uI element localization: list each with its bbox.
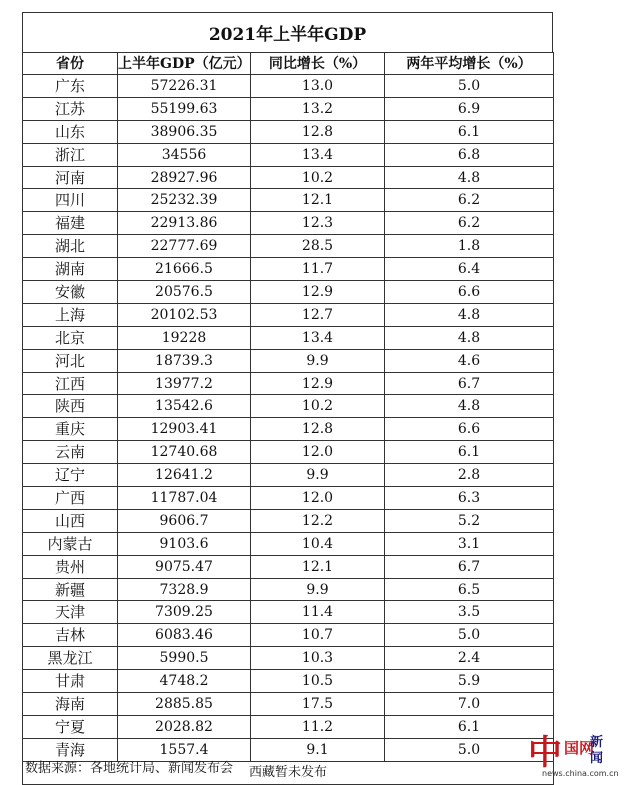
table-row <box>23 395 554 418</box>
cell-gdp: 22913.86 <box>118 212 251 235</box>
cell-yoy-growth: 10.7 <box>251 624 385 647</box>
cell-two-year-growth: 6.9 <box>385 97 554 120</box>
cell-two-year-growth: 3.1 <box>385 532 554 555</box>
cell-yoy-growth: 12.8 <box>251 418 385 441</box>
table-row <box>23 303 554 326</box>
cell-province: 新疆 <box>23 578 118 601</box>
cell-province: 甘肃 <box>23 670 118 693</box>
table-row <box>23 166 554 189</box>
cell-province: 北京 <box>23 326 118 349</box>
cell-province: 河北 <box>23 349 118 372</box>
data-source: 数据来源：各地统计局、新闻发布会 <box>25 761 234 776</box>
cell-yoy-growth: 12.1 <box>251 555 385 578</box>
cell-two-year-growth: 4.6 <box>385 349 554 372</box>
cell-gdp: 6083.46 <box>118 624 251 647</box>
table-row <box>23 281 554 304</box>
cell-gdp: 1557.4 <box>118 738 251 761</box>
cell-yoy-growth: 12.2 <box>251 509 385 532</box>
table-row <box>23 509 554 532</box>
cell-two-year-growth: 4.8 <box>385 166 554 189</box>
logo-xinwen: 新闻 <box>590 735 604 766</box>
cell-two-year-growth: 7.0 <box>385 693 554 716</box>
table-body <box>23 75 554 762</box>
cell-gdp: 7328.9 <box>118 578 251 601</box>
table-row <box>23 647 554 670</box>
cell-two-year-growth: 6.2 <box>385 189 554 212</box>
cell-province: 海南 <box>23 693 118 716</box>
table-row <box>23 601 554 624</box>
cell-province: 吉林 <box>23 624 118 647</box>
cell-yoy-growth: 12.0 <box>251 487 385 510</box>
cell-yoy-growth: 12.9 <box>251 372 385 395</box>
footer-note: 西藏暂未发布 <box>23 761 554 784</box>
cell-gdp: 12903.41 <box>118 418 251 441</box>
cell-gdp: 5990.5 <box>118 647 251 670</box>
cell-two-year-growth: 5.0 <box>385 738 554 761</box>
cell-gdp: 19228 <box>118 326 251 349</box>
cell-gdp: 2885.85 <box>118 693 251 716</box>
table-row <box>23 464 554 487</box>
cell-two-year-growth: 6.5 <box>385 578 554 601</box>
cell-gdp: 2028.82 <box>118 715 251 738</box>
cell-two-year-growth: 2.8 <box>385 464 554 487</box>
table-row <box>23 349 554 372</box>
cell-gdp: 21666.5 <box>118 258 251 281</box>
cell-two-year-growth: 5.0 <box>385 75 554 98</box>
table-row <box>23 441 554 464</box>
cell-two-year-growth: 3.5 <box>385 601 554 624</box>
cell-two-year-growth: 4.8 <box>385 395 554 418</box>
cell-province: 湖南 <box>23 258 118 281</box>
cell-yoy-growth: 11.4 <box>251 601 385 624</box>
cell-yoy-growth: 10.2 <box>251 166 385 189</box>
table-row <box>23 670 554 693</box>
cell-province: 江苏 <box>23 97 118 120</box>
cell-gdp: 55199.63 <box>118 97 251 120</box>
cell-two-year-growth: 6.7 <box>385 555 554 578</box>
cell-province: 宁夏 <box>23 715 118 738</box>
cell-yoy-growth: 13.0 <box>251 75 385 98</box>
cell-gdp: 7309.25 <box>118 601 251 624</box>
cell-gdp: 12740.68 <box>118 441 251 464</box>
cell-province: 陕西 <box>23 395 118 418</box>
cell-province: 四川 <box>23 189 118 212</box>
table-row <box>23 235 554 258</box>
cell-gdp: 38906.35 <box>118 120 251 143</box>
cell-yoy-growth: 13.4 <box>251 326 385 349</box>
cell-province: 上海 <box>23 303 118 326</box>
cell-two-year-growth: 4.8 <box>385 326 554 349</box>
cell-yoy-growth: 28.5 <box>251 235 385 258</box>
cell-yoy-growth: 10.3 <box>251 647 385 670</box>
cell-two-year-growth: 6.4 <box>385 258 554 281</box>
cell-two-year-growth: 6.3 <box>385 487 554 510</box>
cell-province: 浙江 <box>23 143 118 166</box>
cell-province: 山西 <box>23 509 118 532</box>
cell-gdp: 11787.04 <box>118 487 251 510</box>
table-row <box>23 578 554 601</box>
table-row <box>23 120 554 143</box>
cell-yoy-growth: 13.2 <box>251 97 385 120</box>
cell-yoy-growth: 12.7 <box>251 303 385 326</box>
table-row <box>23 372 554 395</box>
cell-yoy-growth: 12.3 <box>251 212 385 235</box>
cell-two-year-growth: 6.1 <box>385 120 554 143</box>
cell-gdp: 28927.96 <box>118 166 251 189</box>
cell-gdp: 57226.31 <box>118 75 251 98</box>
header-two-year-growth: 两年平均增长（%） <box>385 53 554 75</box>
cell-yoy-growth: 12.0 <box>251 441 385 464</box>
cell-two-year-growth: 4.8 <box>385 303 554 326</box>
table-row <box>23 693 554 716</box>
table-row <box>23 326 554 349</box>
cell-province: 湖北 <box>23 235 118 258</box>
cell-gdp: 20102.53 <box>118 303 251 326</box>
cell-gdp: 9075.47 <box>118 555 251 578</box>
cell-two-year-growth: 2.4 <box>385 647 554 670</box>
table-row <box>23 212 554 235</box>
logo-char: 中 <box>528 733 562 773</box>
cell-gdp: 34556 <box>118 143 251 166</box>
table-row <box>23 258 554 281</box>
header-yoy-growth: 同比增长（%） <box>251 53 385 75</box>
cell-province: 福建 <box>23 212 118 235</box>
cell-province: 青海 <box>23 738 118 761</box>
cell-yoy-growth: 10.2 <box>251 395 385 418</box>
cell-two-year-growth: 6.1 <box>385 715 554 738</box>
cell-province: 山东 <box>23 120 118 143</box>
cell-gdp: 18739.3 <box>118 349 251 372</box>
cell-gdp: 25232.39 <box>118 189 251 212</box>
cell-province: 重庆 <box>23 418 118 441</box>
cell-gdp: 22777.69 <box>118 235 251 258</box>
cell-province: 辽宁 <box>23 464 118 487</box>
cell-gdp: 13542.6 <box>118 395 251 418</box>
cell-two-year-growth: 6.7 <box>385 372 554 395</box>
cell-two-year-growth: 5.9 <box>385 670 554 693</box>
cell-gdp: 9103.6 <box>118 532 251 555</box>
cell-gdp: 9606.7 <box>118 509 251 532</box>
logo-wang: 国网 <box>564 739 595 757</box>
cell-province: 河南 <box>23 166 118 189</box>
cell-gdp: 13977.2 <box>118 372 251 395</box>
header-province: 省份 <box>23 53 118 75</box>
cell-yoy-growth: 12.1 <box>251 189 385 212</box>
cell-province: 安徽 <box>23 281 118 304</box>
cell-yoy-growth: 9.9 <box>251 464 385 487</box>
cell-yoy-growth: 11.2 <box>251 715 385 738</box>
gdp-table <box>22 52 554 785</box>
cell-province: 天津 <box>23 601 118 624</box>
cell-gdp: 4748.2 <box>118 670 251 693</box>
cell-province: 云南 <box>23 441 118 464</box>
cell-two-year-growth: 6.1 <box>385 441 554 464</box>
cell-yoy-growth: 13.4 <box>251 143 385 166</box>
cell-province: 内蒙古 <box>23 532 118 555</box>
cell-two-year-growth: 1.8 <box>385 235 554 258</box>
cell-yoy-growth: 9.9 <box>251 349 385 372</box>
cell-yoy-growth: 11.7 <box>251 258 385 281</box>
cell-province: 江西 <box>23 372 118 395</box>
table-row <box>23 555 554 578</box>
gdp-table-container <box>22 12 553 785</box>
table-row <box>23 189 554 212</box>
cell-yoy-growth: 9.1 <box>251 738 385 761</box>
table-row <box>23 143 554 166</box>
table-row <box>23 532 554 555</box>
cell-province: 黑龙江 <box>23 647 118 670</box>
header-row <box>23 53 554 75</box>
cell-two-year-growth: 6.8 <box>385 143 554 166</box>
cell-yoy-growth: 12.8 <box>251 120 385 143</box>
cell-yoy-growth: 10.5 <box>251 670 385 693</box>
cell-two-year-growth: 5.2 <box>385 509 554 532</box>
table-row <box>23 715 554 738</box>
cell-two-year-growth: 6.6 <box>385 418 554 441</box>
table-row <box>23 487 554 510</box>
cell-two-year-growth: 6.6 <box>385 281 554 304</box>
header-gdp: 上半年GDP（亿元） <box>118 53 251 75</box>
cell-province: 贵州 <box>23 555 118 578</box>
table-row <box>23 97 554 120</box>
cell-province: 广东 <box>23 75 118 98</box>
cell-yoy-growth: 10.4 <box>251 532 385 555</box>
table-title: 2021年上半年GDP <box>22 12 553 52</box>
table-row <box>23 75 554 98</box>
cell-yoy-growth: 17.5 <box>251 693 385 716</box>
china-com-cn-logo <box>520 733 620 779</box>
cell-province: 广西 <box>23 487 118 510</box>
cell-gdp: 20576.5 <box>118 281 251 304</box>
logo-url: news.china.com.cn <box>542 769 619 778</box>
table-row <box>23 624 554 647</box>
cell-yoy-growth: 9.9 <box>251 578 385 601</box>
cell-two-year-growth: 5.0 <box>385 624 554 647</box>
cell-yoy-growth: 12.9 <box>251 281 385 304</box>
cell-gdp: 12641.2 <box>118 464 251 487</box>
table-row <box>23 418 554 441</box>
cell-two-year-growth: 6.2 <box>385 212 554 235</box>
